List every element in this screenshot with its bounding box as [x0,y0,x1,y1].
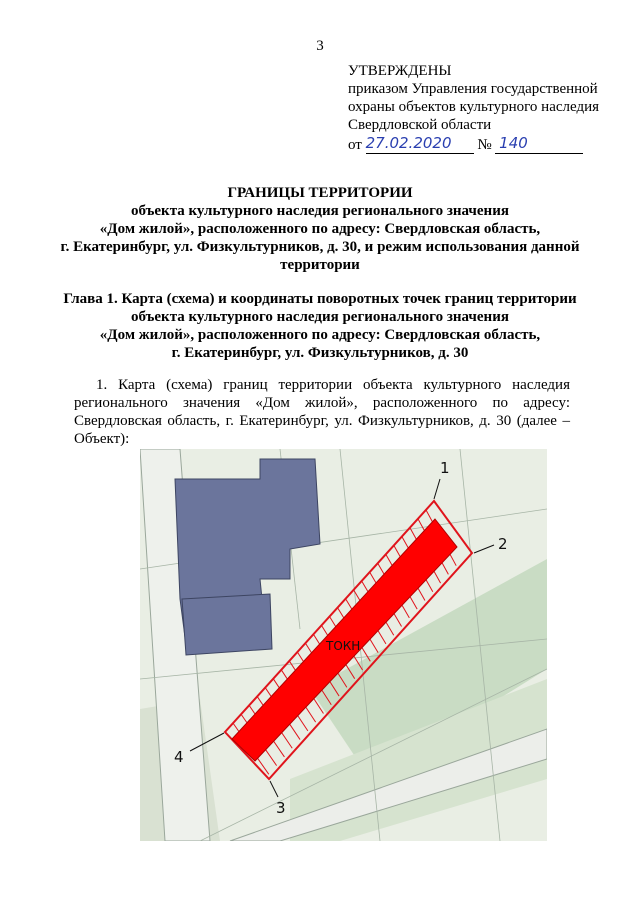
chapter-line-2: объекта культурного наследия регионального значения [131,309,509,325]
chapter-line-1: Глава 1. Карта (схема) и координаты поворотных точек границ территории [63,291,577,307]
map-drawing [140,449,547,841]
building-wing [182,594,272,655]
zone-label: ТОКН [326,639,361,653]
date-field [366,134,474,154]
approval-stamp [348,62,628,154]
date-handwritten: 27.02.2020 [365,134,452,152]
number-handwritten: 140 [499,134,528,152]
page-number: 3 [316,38,324,54]
approval-line-3: Свердловской области [348,117,492,133]
approval-heading: УТВЕРЖДЕНЫ [348,63,452,79]
title-line-5: территории [280,257,360,273]
title-line-2: объекта культурного наследия регионального значения [131,203,509,219]
approval-date-row [348,134,628,154]
chapter-line-3: «Дом жилой», расположенного по адресу: Свердловская область, [99,327,541,343]
approval-line-2: охраны объектов культурного наследия [348,99,600,115]
point-label-2: 2 [498,535,508,553]
point-label-1: 1 [440,459,450,477]
chapter-line-4: г. Екатеринбург, ул. Физкультурников, д. 30 [171,345,469,361]
title-line-4: г. Екатеринбург, ул. Физкультурников, д. 30, и режим использования данной [60,239,580,255]
date-prefix: от [348,137,362,153]
boundary-map [140,449,547,841]
title-line-1: ГРАНИЦЫ ТЕРРИТОРИИ [227,185,413,201]
paragraph-1: 1. Карта (схема) границ территории объекта культурного наследия регионального значения «Дом жилой», расположенного по адресу: Свердловская область, г. Екатеринбург, ул. Физкультурников, д. 30 (далее – Объект): [74,377,570,447]
approval-line-1: приказом Управления государственной [348,81,598,97]
document-title [40,184,600,274]
point-label-3: 3 [276,799,286,817]
chapter-heading [40,290,600,362]
number-prefix: № [477,137,492,153]
point-label-4: 4 [174,748,184,766]
title-line-3: «Дом жилой», расположенного по адресу: Свердловская область, [99,221,541,237]
number-field [495,134,583,154]
